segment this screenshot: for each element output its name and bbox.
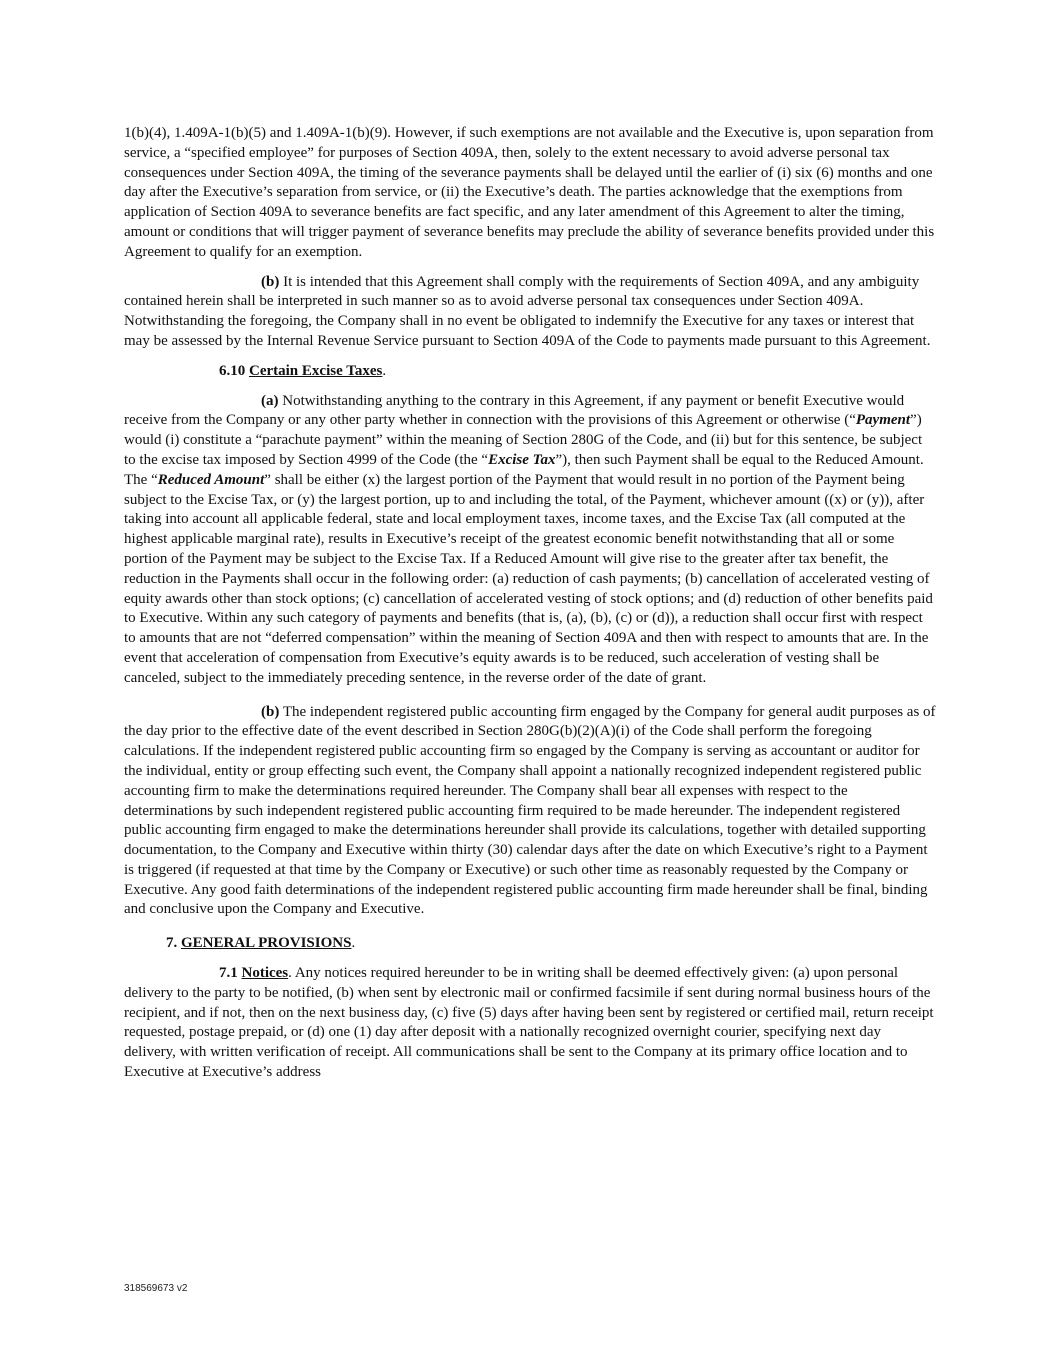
article-number: 7. bbox=[166, 935, 181, 952]
section-7-1-text: . Any notices required hereunder to be in writing shall be deemed effectively given: (a) upon personal delivery to the party to be notified, (b) when sent by electronic mail or confirmed facsimile if sent during normal business hours of the recipient, and if not, then on the next business day, (c) five (5) days after having been sent by registered or certified mail, return receipt requested, postage prepaid, or (d) one (1) day after deposit with a nationally recognized overnight courier, specifying next day delivery, with written verification of receipt. All communications shall be sent to the Company at its primary office location and to Executive at Executive’s address bbox=[124, 965, 934, 1081]
article-title-period: . bbox=[351, 935, 356, 952]
section-6-10-a-text-3: ”), then such Payment shall be equal to the Reduced Amount. The “ bbox=[124, 451, 924, 488]
section-title-notices: Notices bbox=[241, 965, 289, 982]
section-title-period: . bbox=[382, 362, 387, 379]
section-number: 7.1 bbox=[219, 965, 242, 982]
section-6-10-a-paragraph bbox=[124, 392, 936, 689]
section-6-10-a-text-4: ” shall be either (x) the largest portion of the Payment that would result in no portion of the Payment being subject to the Excise Tax, or (y) the largest portion, up to and including the total, of the Payment, whichever amount ((x) or (y)), after taking into account all applicable federal, state and local employment taxes, income taxes, and the Excise Tax (all computed at the highest applicable marginal rate), results in Executive’s receipt of the greatest economic benefit notwithstanding that all or some portion of the Payment may be subject to the Excise Tax. If a Reduced Amount will give rise to the greater after tax benefit, the reduction in the Payments shall occur in the following order: (a) reduction of cash payments; (b) cancellation of accelerated vesting of equity awards other than stock options; (c) cancellation of accelerated vesting of stock options; and (d) reduction of other benefits paid to Executive. Within any such category of payments and benefits (that is, (a), (b), (c) or (d)), a reduction shall occur first with respect to amounts that are not “deferred compensation” within the meaning of Section 409A and then with respect to amounts that are. In the event that acceleration of compensation from Executive’s equity awards is to be reduced, such acceleration of vesting shall be canceled, subject to the immediately preceding sentence, in the reverse order of the date of grant. bbox=[124, 471, 933, 686]
section-number: 6.10 bbox=[219, 362, 249, 379]
document-id-footer: 318569673 v2 bbox=[124, 1283, 188, 1294]
section-6-10-a-text-1: Notwithstanding anything to the contrary in this Agreement, if any payment or benefit Executive would receive from the Company or any other party whether in connection with the provisions of this Agreement or otherwise (“ bbox=[124, 392, 905, 429]
continuation-paragraph: 1(b)(4), 1.409A-1(b)(5) and 1.409A-1(b)(9). However, if such exemptions are not available and the Executive is, upon separation from service, a “specified employee” for purposes of Section 409A, then, solely to the extent necessary to avoid adverse personal tax consequences under Section 409A, the timing of the severance payments shall be delayed until the earlier of (i) six (6) months and one day after the Executive’s separation from service, or (ii) the Executive’s death. The parties acknowledge that the exemptions from application of Section 409A to severance benefits are fact specific, and any later amendment of this Agreement to alter the timing, amount or conditions that will trigger payment of severance benefits may preclude the ability of severance benefits provided under this Agreement to qualify for an exemption. bbox=[124, 125, 935, 260]
section-6-10-a-text-2: ”) would (i) constitute a “parachute payment” within the meaning of Section 280G of the Code, and (ii) but for this sentence, be subject to the excise tax imposed by Section 4999 of the Code (the “ bbox=[124, 412, 923, 468]
defined-term-payment: Payment bbox=[855, 412, 911, 429]
section-6-9-b-text: It is intended that this Agreement shall comply with the requirements of Section 409A, and any ambiguity contained herein shall be interpreted in such manner so as to avoid adverse personal tax consequences under Section 409A. Notwithstanding the foregoing, the Company shall in no event be obligated to indemnify the Executive for any taxes or interest that may be assessed by the Internal Revenue Service pursuant to Section 409A of the Code to payments made pursuant to this Agreement. bbox=[124, 273, 931, 349]
subsection-label-b: (b) bbox=[261, 273, 280, 290]
section-6-10-b-paragraph bbox=[124, 703, 936, 921]
subsection-label-b: (b) bbox=[261, 703, 280, 720]
article-7-heading bbox=[124, 934, 936, 954]
subsection-label-a: (a) bbox=[261, 392, 279, 409]
section-7-1-paragraph bbox=[124, 964, 936, 1083]
article-title: GENERAL PROVISIONS bbox=[181, 935, 352, 952]
section-6-9-b-paragraph bbox=[124, 273, 936, 352]
section-title: Certain Excise Taxes bbox=[249, 362, 383, 379]
section-6-10-heading bbox=[124, 362, 936, 382]
defined-term-reduced-amount: Reduced Amount bbox=[157, 471, 265, 488]
section-6-10-b-text: The independent registered public accounting firm engaged by the Company for general audit purposes as of the day prior to the effective date of the event described in Section 280G(b)(2)(A)(i) of the Code shall perform the foregoing calculations. If the independent registered public accounting firm so engaged by the Company is serving as accountant or auditor for the individual, entity or group effecting such event, the Company shall appoint a nationally recognized independent registered public accounting firm to make the determinations required hereunder. The Company shall bear all expenses with respect to the determinations by such independent registered public accounting firm required to be made hereunder. The independent registered public accounting firm engaged to make the determinations hereunder shall provide its calculations, together with detailed supporting documentation, to the Company and Executive within thirty (30) calendar days after the date on which Executive’s right to a Payment is triggered (if requested at that time by the Company or Executive) or such other time as reasonably requested by the Company or Executive. Any good faith determinations of the independent registered public accounting firm made hereunder shall be final, binding and conclusive upon the Company and Executive. bbox=[124, 703, 936, 918]
defined-term-excise-tax: Excise Tax bbox=[488, 451, 556, 468]
document-page bbox=[124, 124, 936, 1083]
